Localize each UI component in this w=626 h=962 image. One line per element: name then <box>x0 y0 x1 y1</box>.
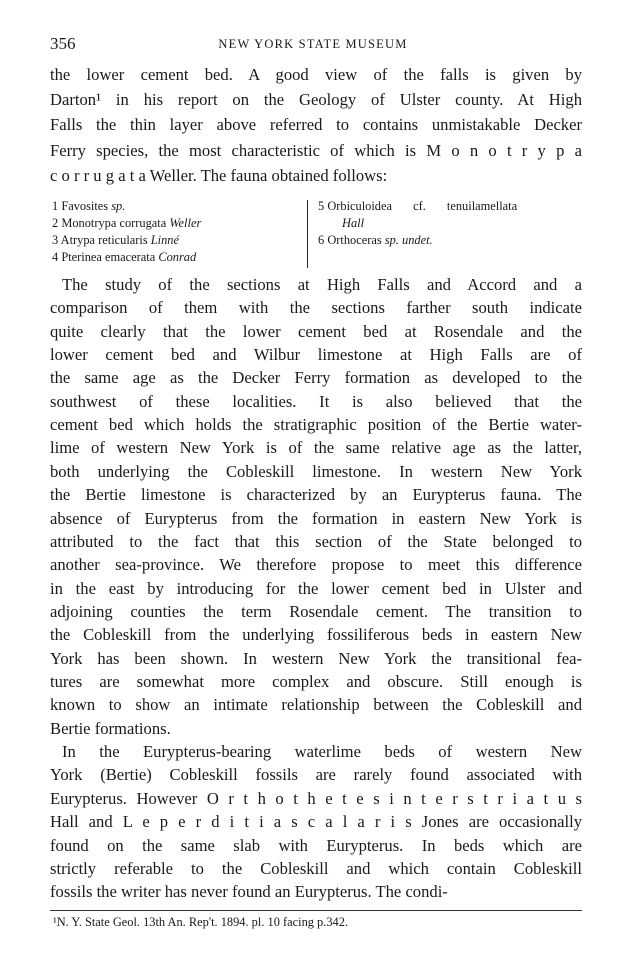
text-line: lower cement bed and Wilbur limestone at High Falls are of <box>50 345 582 365</box>
item-number: 2 <box>52 216 59 230</box>
text-line: absence of Eurypterus from the formation in eastern New York is <box>50 508 582 528</box>
text-line: fossils the writer has never found an Eurypterus. The condi- <box>50 882 448 902</box>
text-line: The study of the sections at High Falls and Accord and a <box>62 275 582 294</box>
species-author: Weller <box>169 216 202 230</box>
text-line: known to show an intimate relationship between the Cobleskill and <box>50 695 582 715</box>
text-line: quite clearly that the lower cement bed at Rosendale and the <box>50 321 582 341</box>
species-name: Pterinea emacerata <box>61 250 156 264</box>
species-name: Favosites <box>61 199 109 213</box>
fauna-list-item <box>318 232 578 249</box>
species-author: sp. <box>111 199 126 213</box>
text-line: another sea-province. We therefore propose to meet this difference <box>50 555 582 575</box>
item-number: 1 <box>52 199 59 213</box>
text-line: the lower cement bed. A good view of the falls is given by <box>50 65 582 84</box>
text-line: strictly referable to the Cobleskill and which contain Cobleskill <box>50 859 582 878</box>
species-name: Orthoceras <box>327 233 382 247</box>
fauna-list-item <box>52 198 201 215</box>
footnote: ¹N. Y. State Geol. 13th An. Rep't. 1894. pl. 10 facing p.342. <box>53 915 349 929</box>
text-line: the Cobleskill from the underlying fossiliferous beds in eastern New <box>50 625 582 645</box>
text-line: attributed to the fact that this section of the State belonged to <box>50 531 582 551</box>
text-line: the same age as the Decker Ferry formation as developed to the <box>50 368 582 388</box>
text-line: the Bertie limestone is characterized by an Eurypterus fauna. The <box>50 485 582 505</box>
running-title: NEW YORK STATE MUSEUM <box>218 37 408 51</box>
text-line: Bertie formations. <box>50 718 171 738</box>
text-line: Darton¹ in his report on the Geology of Ulster county. At High <box>50 90 582 110</box>
text-line: in the east by introducing for the lower cement bed in Ulster and <box>50 578 582 598</box>
text-line: York (Bertie) Cobleskill fossils are rarely found associated with <box>50 765 582 785</box>
species-author: Conrad <box>158 250 197 264</box>
text-line: found on the same slab with Eurypterus. In beds which are <box>50 835 582 855</box>
text-line: Ferry species, the most characteristic of which is M o n o t r y p a <box>50 140 582 160</box>
item-number: 4 <box>52 250 59 264</box>
fauna-list-right <box>318 198 578 249</box>
fauna-list-item <box>52 232 201 249</box>
text-line: Hall and L e p e r d i t i a s c a l a r i s Jones are occasionally <box>50 812 582 832</box>
text-line: c o r r u g a t a Weller. The fauna obtained follows: <box>50 165 388 185</box>
text-line: comparison of them with the sections farther south indicate <box>50 298 582 318</box>
text-line: lime of western New York is of the same relative age as the latter, <box>50 438 582 458</box>
text-line: cement bed which holds the stratigraphic position of the Bertie water- <box>50 415 582 435</box>
fauna-list-left <box>52 198 201 266</box>
text-line: tures are somewhat more complex and obscure. Still enough is <box>50 671 582 691</box>
fauna-list-item <box>52 249 201 266</box>
footnote-rule <box>50 910 582 911</box>
species-author: Linné <box>150 233 180 247</box>
page-number: 356 <box>50 34 76 53</box>
text-line: adjoining counties the term Rosendale cement. The transition to <box>50 601 582 621</box>
fauna-list-item <box>52 215 201 232</box>
text-line: southwest of these localities. It is also believed that the <box>50 391 582 411</box>
species-name: Atrypa reticularis <box>60 233 148 247</box>
item-number: 6 <box>318 233 325 247</box>
text-line: Eurypterus. However O r t h o t h e t e s i n t e r s t r i a t u s <box>50 788 582 808</box>
text-line: In the Eurypterus-bearing waterlime beds of western New <box>62 742 582 761</box>
text-line: both underlying the Cobleskill limestone. In western New York <box>50 461 582 481</box>
text-line: York has been shown. In western New York the transitional fea- <box>50 648 582 668</box>
text-line: Falls the thin layer above referred to contains unmistakable Decker <box>50 115 582 135</box>
species-author: Hall <box>342 216 365 230</box>
species-author: sp. undet. <box>384 233 433 247</box>
fauna-list-item <box>318 198 578 232</box>
species-name: Monotrypa corrugata <box>61 216 167 230</box>
fauna-list-divider <box>307 200 308 268</box>
species-name: Orbiculoidea cf. tenuilamellata <box>327 199 518 213</box>
item-number: 3 <box>52 233 59 247</box>
item-number: 5 <box>318 199 325 213</box>
